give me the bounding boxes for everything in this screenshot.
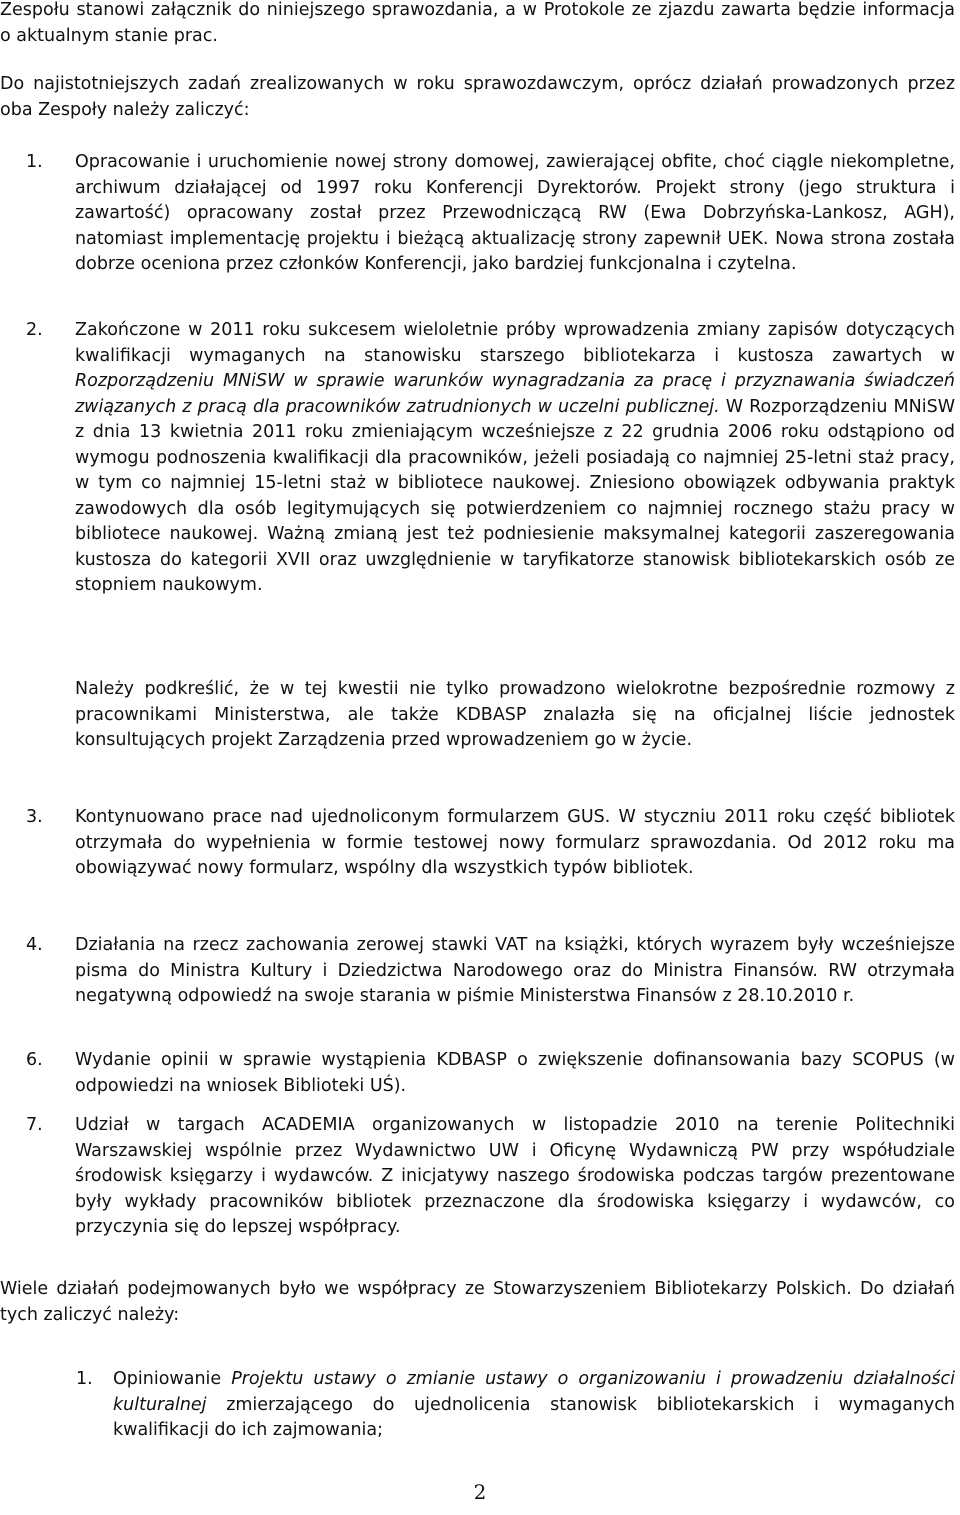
list-item-number: 7.	[26, 1115, 43, 1135]
list-item	[0, 318, 955, 599]
list-item-text: Kontynuowano prace nad ujednoliconym formularzem GUS. W styczniu 2011 roku część bibliotek otrzymała do wypełnienia w formie testowej nowy formularz sprawozdania. Od 2012 roku ma obowiązywać nowy formularz, wspólny dla wszystkich typów bibliotek.	[75, 807, 955, 878]
note-paragraph: Należy podkreślić, że w tej kwestii nie tylko prowadzono wielokrotne bezpośrednie rozmowy z pracownikami Ministerstwa, ale także KDBASP znalazła się na oficjalnej liście jednostek konsultujących projekt Zarządzenia przed wprowadzeniem go w życie.	[75, 679, 955, 750]
list-item-number: 4.	[26, 935, 43, 955]
list-item-text	[75, 318, 955, 599]
list-item	[0, 1048, 955, 1099]
closing-paragraph: Wiele działań podejmowanych było we współpracy ze Stowarzyszeniem Bibliotekarzy Polskich. Do działań tych zaliczyć należy:	[0, 1279, 955, 1325]
list-item	[0, 933, 955, 1010]
list-item-text	[113, 1367, 955, 1444]
bill-title: Projektu ustawy o zmianie ustawy o organizowaniu i prowadzeniu działalności kulturalnej	[113, 1369, 955, 1415]
list-item-text-a: Opiniowanie	[113, 1369, 232, 1389]
list-item-number: 1.	[76, 1369, 93, 1389]
list-item-text: Opracowanie i uruchomienie nowej strony domowej, zawierającej obfite, choć ciągle niekompletne, archiwum działającej od 1997 roku Konferencji Dyrektorów. Projekt strony (jego struktura i zawartość) opracowany został przez Przewodniczącą RW (Ewa Dobrzyńska-Lankosz, AGH), natomiast implementację projektu i bieżącą aktualizację strony zapewnił UEK. Nowa strona została dobrze oceniona przez członków Konferencji, jako bardziej funkcjonalna i czytelna.	[75, 152, 955, 274]
regulation-title: Rozporządzeniu MNiSW w sprawie warunków wynagradzania za pracę i przyznawania świadczeń związanych z pracą dla pracowników zatrudnionych w uczelni publicznej.	[75, 371, 955, 417]
list-item-text-a: Zakończone w 2011 roku sukcesem wieloletnie próby wprowadzenia zmiany zapisów dotyczących kwalifikacji wymaganych na stanowisku starszego bibliotekarza i kustosza zawartych w	[75, 320, 955, 366]
intro-paragraph-2: Do najistotniejszych zadań zrealizowanych w roku sprawozdawczym, oprócz działań prowadzonych przez oba Zespoły należy zaliczyć:	[0, 74, 955, 120]
list-item-number: 3.	[26, 807, 43, 827]
page-number: 2	[473, 1480, 487, 1504]
list-item-text: Działania na rzecz zachowania zerowej stawki VAT na książki, których wyrazem były wcześniejsze pisma do Ministra Kultury i Dziedzictwa Narodowego oraz do Ministra Finansów. RW otrzymała negatywną odpowiedź na swoje starania w piśmie Ministerstwa Finansów z 28.10.2010 r.	[75, 935, 955, 1006]
list-item	[0, 1113, 955, 1241]
list-item	[0, 150, 955, 278]
list-item	[0, 1367, 955, 1444]
list-item-number: 1.	[26, 152, 43, 172]
list-item-number: 2.	[26, 320, 43, 340]
list-item-text-b: W Rozporządzeniu MNiSW z dnia 13 kwietnia 2011 roku zmieniającym wcześniejsze z 22 grudnia 2006 roku odstąpiono od wymogu podnoszenia kwalifikacji dla pracowników, jeżeli posiadają co najmniej 25-letni staż pracy, w tym co najmniej 15-letni staż w bibliotece naukowej. Zniesiono obowiązek odbywania praktyk zawodowych dla osób legitymujących się potwierdzeniem co najmniej rocznego stażu pracy w bibliotece naukowej. Ważną zmianą jest też podniesienie maksymalnej kategorii zaszeregowania kustosza do kategorii XVII oraz uwzględnienie w taryfikatorze stanowisk bibliotekarskich osób ze stopniem naukowym.	[75, 396, 955, 595]
list-item-text-b: zmierzającego do ujednolicenia stanowisk bibliotekarskich i wymaganych kwalifikacji do ich zajmowania;	[113, 1394, 955, 1440]
intro-paragraph-1: Zespołu stanowi załącznik do niniejszego sprawozdania, a w Protokole ze zjazdu zawarta będzie informacja o aktualnym stanie prac.	[0, 0, 955, 46]
list-item-number: 6.	[26, 1050, 43, 1070]
list-item-text: Wydanie opinii w sprawie wystąpienia KDBASP o zwiększenie dofinansowania bazy SCOPUS (w odpowiedzi na wniosek Biblioteki UŚ).	[75, 1050, 955, 1096]
list-item-text: Udział w targach ACADEMIA organizowanych w listopadzie 2010 na terenie Politechniki Warszawskiej wspólnie przez Wydawnictwo UW i Oficynę Wydawniczą PW przy współudziale środowisk księgarzy i wydawców. Z inicjatywy naszego środowiska podczas targów prezentowane były wykłady pracowników bibliotek przeznaczone dla środowiska księgarzy i wydawców, co przyczynia się do lepszej współpracy.	[75, 1115, 955, 1237]
list-item	[0, 805, 955, 882]
